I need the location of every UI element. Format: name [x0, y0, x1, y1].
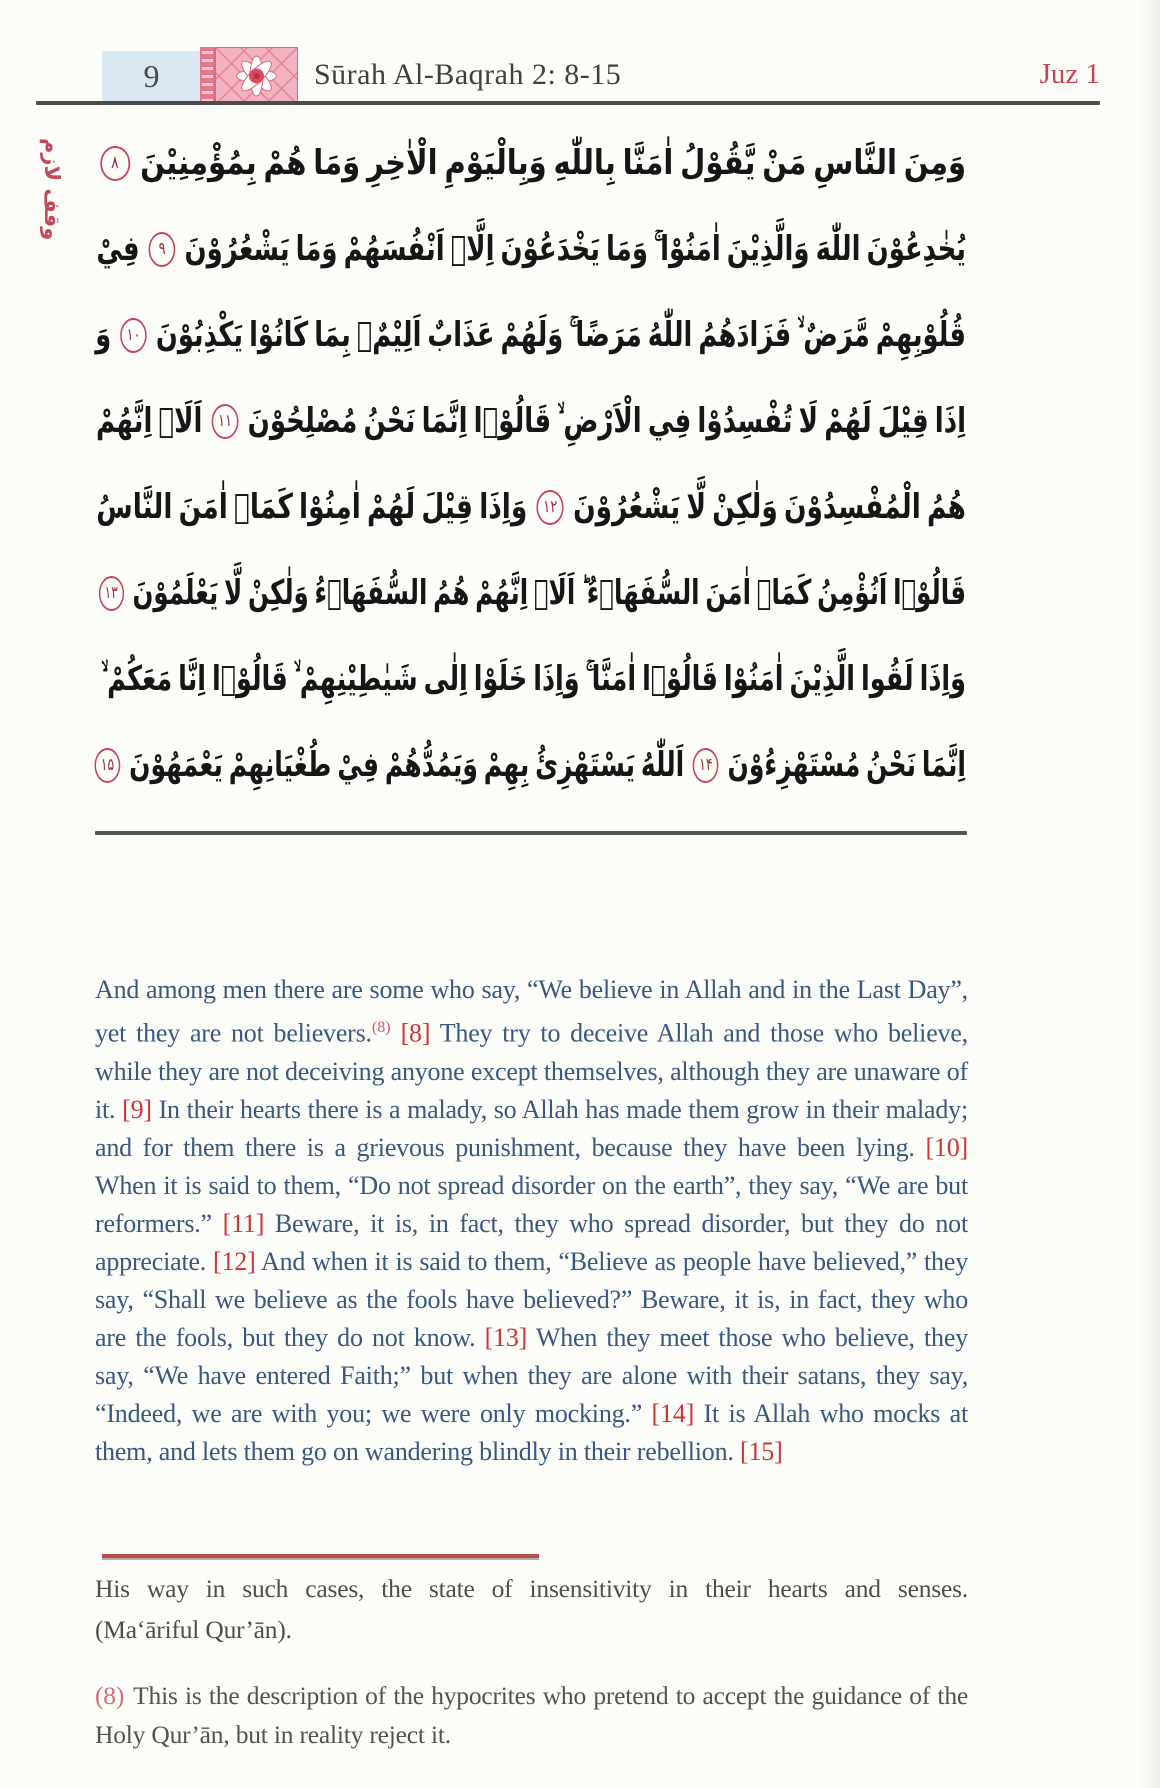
translation-text: And among men there are some who say, “We believe in Allah and in the Last Day”, yet they are not believers.	[95, 975, 968, 1048]
quran-word: الْمُفْسِدُوْنَ	[783, 487, 921, 527]
translation-text: Beware, it is, in fact, they who spread disorder, but they do not appreciate.	[95, 1208, 968, 1276]
quran-line	[111, 120, 966, 206]
translation-text: It is Allah who mocks at them, and lets them go on wandering blindly in their rebellion.	[95, 1398, 968, 1466]
verse-ref: [12]	[213, 1246, 256, 1276]
quran-word: اِنَّا	[178, 659, 207, 699]
quran-word: فِيْ	[337, 745, 379, 785]
header-rule	[36, 101, 1100, 105]
quran-word: الْاَرْضِ	[563, 401, 642, 441]
translation-text: And when it is said to them, “Believe as people have believed,” they say, “Shall we believe as the fools have believed?” Beware, it is, in fact, they who are the fools, but they do not know.	[95, 1246, 968, 1352]
verse-ref: [9]	[122, 1094, 152, 1124]
quran-word: قَالُوْۤا	[642, 659, 718, 699]
quran-word: وَمَا	[313, 143, 361, 183]
footnote-ref-sup: (8)	[371, 1019, 391, 1036]
ayah-number-marker: ۱۰	[120, 318, 146, 353]
quran-word: اٰمَنَّا	[622, 143, 674, 183]
waqf-margin-note	[30, 138, 70, 318]
quran-word: اَنُؤْمِنُ	[817, 573, 888, 613]
quran-word: كَانُوْا	[249, 315, 309, 355]
quran-word: اَنْفُسَهُمْ	[343, 229, 445, 269]
quran-word: اٰمَنُوْا	[660, 229, 721, 269]
quran-word: يَكْذِبُوْنَ	[155, 315, 244, 355]
quran-word: هُمْ	[263, 143, 307, 183]
quran-word: نَحْنُ	[866, 745, 917, 785]
quran-word: وَمَا	[606, 229, 648, 269]
quran-word: الَّذِيْنَ	[789, 659, 856, 699]
ayah-number-marker: ۱۵	[95, 748, 121, 783]
quran-line	[95, 292, 966, 378]
verse-ref: [8]	[400, 1018, 431, 1048]
quran-word: قِيْلَ	[421, 487, 473, 527]
surah-ornament-icon	[200, 47, 298, 105]
quran-word: فَزَادَهُمُ	[698, 315, 792, 355]
ayah-number-marker: ۹	[149, 232, 176, 267]
quran-line	[96, 378, 966, 464]
quran-word: اٰمَنُوْا	[723, 659, 784, 699]
quran-word: فِي	[647, 401, 692, 441]
quran-word: اٰمَنَ	[705, 573, 751, 613]
translation-text: When it is said to them, “Do not spread disorder on the earth”, they say, “We are but reformers.”	[95, 1170, 968, 1238]
quran-word: يَسْتَهْزِئُ	[535, 745, 636, 785]
quran-word: يَشْعُرُوْنَ	[184, 229, 290, 269]
quran-word: الْاٰخِرِ	[367, 143, 438, 183]
quran-word: اَلِيْمٌۢ	[356, 315, 422, 355]
quran-word: اَلَاۤ	[158, 401, 203, 441]
quran-word: اِنَّهُمْ	[475, 573, 529, 613]
quran-word: لَهُمْ	[824, 401, 872, 441]
footnote-continuation-line: His way in such cases, the state of insensitivity in their hearts and senses.	[95, 1574, 968, 1603]
footnote-source: (Ma‘āriful Qur’ān).	[95, 1615, 292, 1644]
translation-text: When they meet those who believe, they say, “We have entered Faith;” but when they are alone with their satans, they say, “Indeed, we are with you; we were only mocking.”	[95, 1322, 969, 1428]
quran-word: اِلٰى	[423, 659, 468, 699]
quran-word: وَاِذَا	[533, 659, 580, 699]
translation-text: They try to deceive Allah and those who believe, while they are not deceiving anyone except themselves, although they are unaware of it.	[95, 1018, 968, 1124]
quran-word: اللّٰهُ	[647, 315, 693, 355]
quran-word: اِنَّمَا	[421, 401, 468, 441]
quran-word: وَلٰكِنْ	[248, 573, 309, 613]
quran-word: لَا	[798, 401, 819, 441]
quran-word: يُخٰدِعُوْنَ	[866, 229, 966, 269]
translation-text	[391, 1019, 401, 1048]
quran-word: النَّاسِ	[813, 143, 897, 183]
translation-text: In their hearts there is a malady, so Allah has made them grow in their malady; and for them there is a grievous punishment, because they have been lying.	[95, 1094, 968, 1162]
quran-word: قَالُوْۤا	[893, 573, 966, 613]
quran-line	[96, 206, 966, 292]
quran-line	[104, 550, 966, 636]
quran-word: وَاِذَا	[919, 659, 966, 699]
quran-word: يَّقُوْلُ	[680, 143, 756, 183]
quran-line	[100, 722, 966, 808]
ayah-number-marker: ۱۲	[537, 490, 564, 525]
quran-word: طُغْيَانِهِمْ	[228, 745, 332, 785]
surah-title: Sūrah Al-Baqrah 2: 8-15	[314, 58, 622, 91]
footnote-8-text: This is the description of the hypocrites who pretend to accept the guidance of the Holy Qur’ān, but in reality reject it.	[95, 1681, 968, 1749]
verse-ref: [11]	[222, 1208, 265, 1238]
verse-ref: [10]	[925, 1132, 968, 1162]
quran-word: وَلٰكِنْ	[712, 487, 778, 527]
quran-line	[107, 636, 966, 722]
waqf-margin-note-text: وقف لازم	[40, 138, 64, 241]
quran-word: اَللّٰهُ	[640, 745, 685, 785]
quran-word: وَيَمُدُّهُمْ	[384, 745, 478, 785]
quran-word: النَّاسُ	[96, 487, 173, 527]
quran-word: قُلُوْبِهِمْ	[875, 315, 966, 355]
quran-word: كَمَاۤ	[233, 487, 293, 527]
translation-paragraph	[95, 971, 968, 1471]
quran-word: وَ	[95, 315, 112, 355]
quran-word: هُمُ	[926, 487, 966, 527]
quran-word: مَّرَضٌ	[803, 315, 870, 355]
quran-word: مَعَكُمْ	[107, 659, 173, 699]
quran-word: يَعْلَمُوْنَ	[132, 573, 219, 613]
footnote-continuation	[95, 1568, 968, 1650]
quran-word: عَذَابٌ	[427, 315, 495, 355]
quran-word: اٰمَنَّا	[591, 659, 637, 699]
quran-word: خَلَوْا	[473, 659, 528, 699]
quran-word: السُّفَهَاۤءُ	[586, 573, 700, 613]
juz-label: Juz 1	[1039, 58, 1100, 90]
quran-word: وَالَّذِيْنَ	[726, 229, 810, 269]
quran-word: وَاِذَا	[479, 487, 528, 527]
quran-word: شَيٰطِيْنِهِمْ	[299, 659, 418, 699]
quran-word: مَنْ	[762, 143, 807, 183]
quran-word: اِلَّاۤ	[450, 229, 495, 269]
page-number: 9	[143, 58, 160, 94]
verse-ref: [15]	[740, 1436, 783, 1466]
quran-word: وَبِالْيَوْمِ	[444, 143, 547, 183]
ayah-number-marker: ۱۴	[693, 748, 719, 783]
quran-word: مُسْتَهْزِءُوْنَ	[727, 745, 861, 785]
quran-word: فِيْ	[96, 229, 140, 269]
quran-word: قِيْلَ	[877, 401, 929, 441]
quran-word: لَّا	[686, 487, 707, 527]
quran-word: لَّا	[224, 573, 243, 613]
section-divider	[95, 831, 967, 835]
quran-word: بِمُؤْمِنِيْنَ	[140, 143, 257, 183]
quran-text-block	[96, 120, 966, 808]
ayah-number-marker: ۱۳	[99, 576, 124, 611]
quran-word: السُّفَهَاۤءُ	[314, 573, 428, 613]
quran-word: وَمَا	[295, 229, 338, 269]
footnote-8	[95, 1676, 968, 1754]
quran-word: اٰمَنَ	[178, 487, 228, 527]
quran-word: اٰمِنُوْا	[299, 487, 361, 527]
quran-word: وَمِنَ	[903, 143, 966, 183]
footnote-divider	[102, 1554, 539, 1558]
quran-word: يَخْدَعُوْنَ	[500, 229, 600, 269]
quran-word: يَشْعُرُوْنَ	[573, 487, 681, 527]
footnote-8-marker: (8)	[95, 1681, 125, 1710]
quran-word: وَلَهُمْ	[500, 315, 564, 355]
page-number-box	[102, 51, 201, 102]
quran-word: بِاللّٰهِ	[553, 143, 616, 183]
quran-line	[96, 464, 966, 550]
quran-word: تُفْسِدُوْا	[697, 401, 793, 441]
quran-word: نَحْنُ	[363, 401, 416, 441]
quran-word: مُصْلِحُوْنَ	[247, 401, 358, 441]
quran-word: هُمُ	[433, 573, 470, 613]
quran-word: اِنَّمَا	[921, 745, 966, 785]
quran-word: كَمَاۤ	[756, 573, 812, 613]
ayah-number-marker: ۱۱	[212, 404, 239, 439]
quran-word: يَعْمَهُوْنَ	[129, 745, 223, 785]
quran-word: اَلَاۤ	[533, 573, 576, 613]
quran-word: اِذَا	[934, 401, 966, 441]
quran-word: بِمَا	[314, 315, 351, 355]
quran-word: مَرَضًا	[575, 315, 642, 355]
quran-word: بِهِمْ	[483, 745, 530, 785]
quran-word: قَالُوْۤا	[473, 401, 552, 441]
quran-word: قَالُوْۤا	[211, 659, 288, 699]
quran-word: اللّٰهَ	[815, 229, 861, 269]
quran-word: لَقُوا	[861, 659, 914, 699]
verse-ref: [13]	[484, 1322, 528, 1352]
verse-ref: [14]	[651, 1398, 695, 1428]
ayah-number-marker: ۸	[100, 146, 130, 181]
quran-word: لَهُمْ	[367, 487, 416, 527]
quran-word: اِنَّهُمْ	[96, 401, 153, 441]
